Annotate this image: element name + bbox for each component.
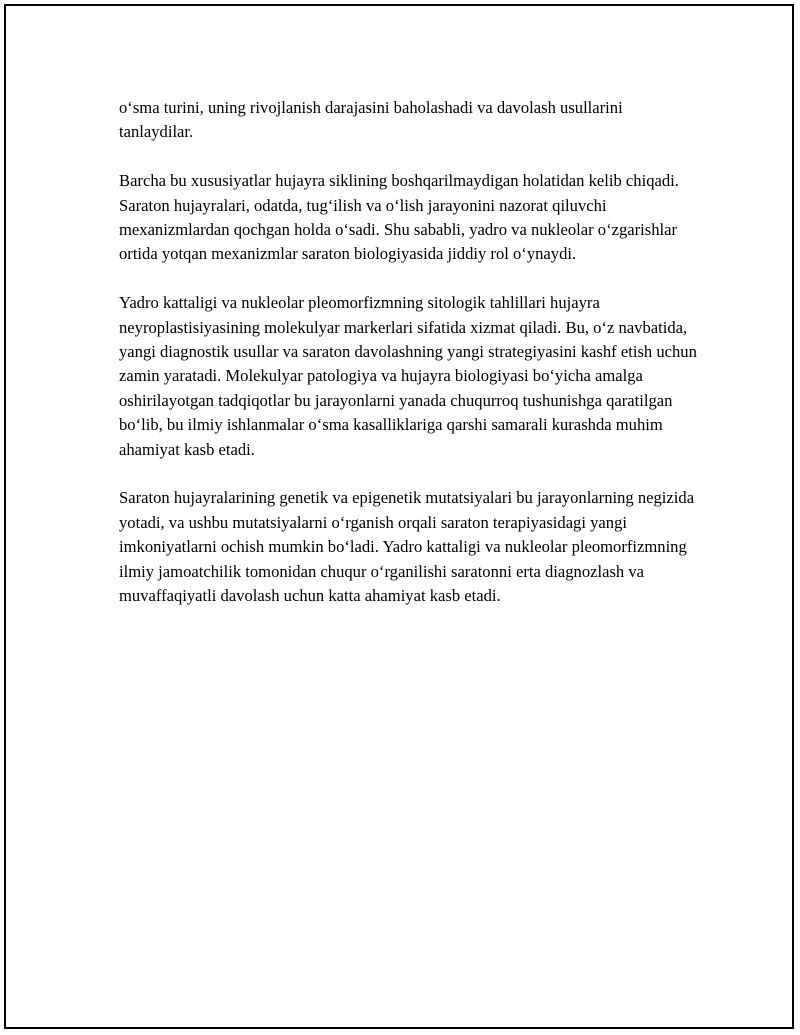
document-page xyxy=(4,4,794,1029)
paragraph-1: o‘sma turini, uning rivojlanish darajasini baholashadi va davolash usullarini tanlaydilar. xyxy=(119,98,623,142)
paragraph-4: Saraton hujayralarining genetik va epigenetik mutatsiyalari bu jarayonlarning negizida yotadi, va ushbu mutatsiyalarni o‘rganish orqali saraton terapiyasidagi yangi imkoniyatlarni ochish mumkin bo‘ladi. Yadro kattaligi va nukleolar pleomorfizmning ilmiy jamoatchilik tomonidan chuqur o‘rganilishi saratonni erta diagnozlash va muvaffaqiyatli davolash uchun katta ahamiyat kasb etadi. xyxy=(119,488,695,606)
document-body xyxy=(119,96,699,633)
paragraph-2: Barcha bu xususiyatlar hujayra siklining boshqarilmaydigan holatidan kelib chiqadi. Saraton hujayralari, odatda, tug‘ilish va o‘lish jarayonini nazorat qiluvchi mexanizmlardan qochgan holda o‘sadi. Shu sababli, yadro va nukleolar o‘zgarishlar ortida yotqan mexanizmlar saraton biologiyasida jiddiy rol o‘ynaydi. xyxy=(119,171,679,264)
paragraph-3: Yadro kattaligi va nukleolar pleomorfizmning sitologik tahlillari hujayra neyroplastisiyasining molekulyar markerlari sifatida xizmat qiladi. Bu, o‘z navbatida, yangi diagnostik usullar va saraton davolashning yangi strategiyasini kashf etish uchun zamin yaratadi. Molekulyar patologiya va hujayra biologiyasi bo‘yicha amalga oshirilayotgan tadqiqotlar bu jarayonlarni yanada chuqurroq tushunishga qaratilgan bo‘lib, bu ilmiy ishlanmalar o‘sma kasalliklariga qarshi samarali kurashda muhim ahamiyat kasb etadi. xyxy=(119,293,697,459)
